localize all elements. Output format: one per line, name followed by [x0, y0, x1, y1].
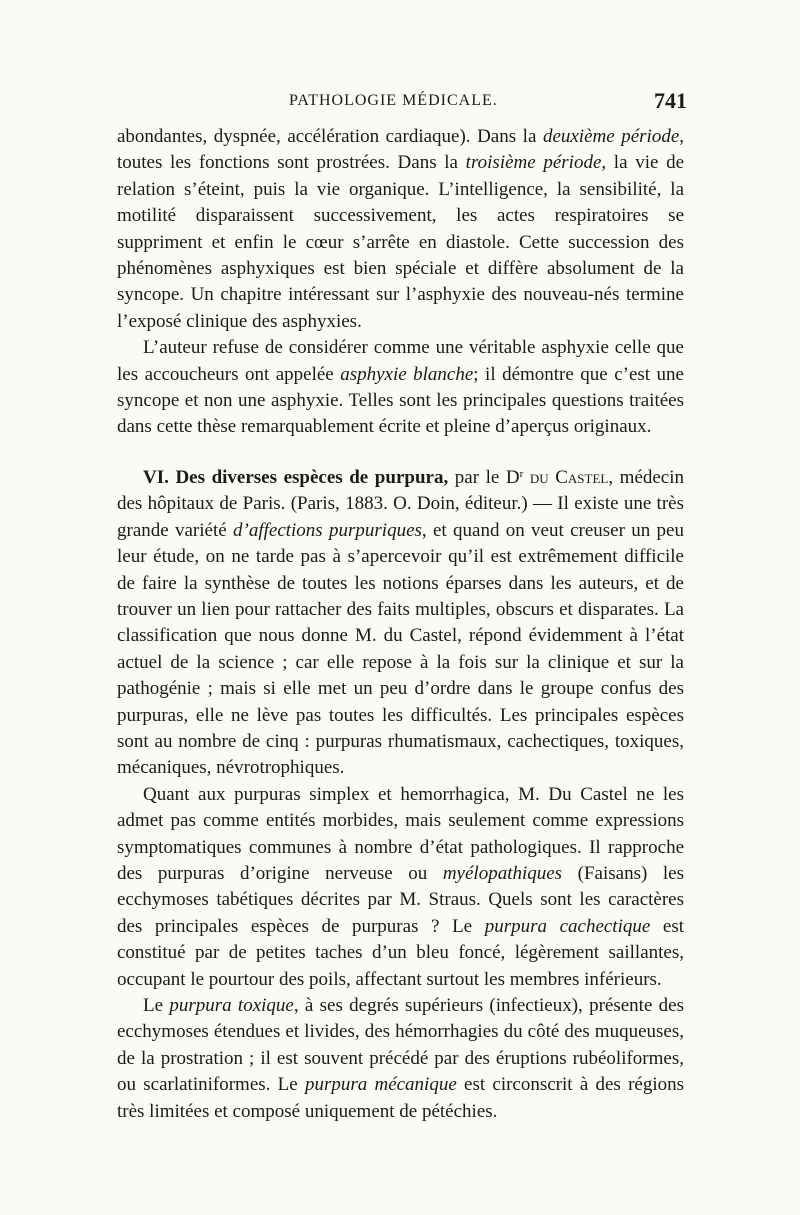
- paragraph-purpura-simplex: Quant aux purpuras simplex et hemorrhagica, M. Du Castel ne les admet pas comme entités morbides, mais seulement comme expressions symptomatiques communes à nombre d’état pathologiques. Il rapproche des purpuras d’origine nerveuse ou myélopathiques (Faisans) les ecchymoses tabétiques décrites par M. Straus. Quels sont les caractères des principales espèces de purpuras ? Le purpura cachectique est constitué par de petites taches d’un bleu foncé, légèrement saillantes, occupant le pourtour des poils, affectant surtout les membres inférieurs.: [117, 783, 685, 990]
- section-title: Des diverses espèces de purpura,: [168, 466, 449, 488]
- section-vi-purpura: VI. Des diverses espèces de purpura, par le $D^r$ du Castel, médecin des hôpitaux de Paris. (Paris, 1883. O. Doin, éditeur.) — Il existe une très grande variété d’affections purpuriques, et quand on veut creuser un peu leur étude, on ne tarde pas à s’apercevoir qu’il est extrêmement difficile de faire la synthèse de toutes les notions éparses dans les auteurs, et de trouver un lien pour rattacher des faits multiples, obscurs et disparates. La classification que nous donne M. du Castel, répond évidemment à l’état actuel de la science ; car elle repose à la fois sur la clinique et sur la pathogénie ; mais si elle met un peu d’ordre dans le groupe confus des purpuras, elle ne lève pas toutes les difficultés. Les principales espèces sont au nombre de cinq : purpuras rhumatismaux, cachectiques, toxiques, mécaniques, névrotrophiques.: [117, 466, 685, 779]
- author-name: du Castel: [523, 466, 609, 488]
- paragraph-asphyxia-periods: abondantes, dyspnée, accélération cardiaque). Dans la deuxième période, toutes les fonctions sont prostrées. Dans la troisième période, la vie de relation s’éteint, puis la vie organique. L’intelligence, la sensibilité, la motilité disparaissent successivement, les actes respiratoires se suppriment et enfin le cœur s’arrête en diastole. Cette succession des phénomènes asphyxiques est bien spéciale et diffère absolument de la syncope. Un chapitre intéressant sur l’asphyxie des nouveau-nés termine l’exposé clinique des asphyxies.: [117, 126, 685, 332]
- running-title: PATHOLOGIE MÉDICALE.: [289, 92, 498, 109]
- page-header: [117, 88, 687, 118]
- paragraph-purpura-toxique: Le purpura toxique, à ses degrés supérieurs (infectieux), présente des ecchymoses étendues et livides, des hémorrhagies du côté des muqueuses, de la prostration ; il est souvent précédé par des éruptions rubéoliformes, ou scarlatiniformes. Le purpura mécanique est circonscrit à des régions très limitées et composé uniquement de pétéchies.: [117, 995, 685, 1122]
- section-number: VI.: [143, 466, 169, 488]
- page-number: 741: [654, 88, 687, 113]
- body-text: [117, 124, 684, 1125]
- paragraph-asphyxie-blanche: L’auteur refuse de considérer comme une véritable asphyxie celle que les accoucheurs ont appelée asphyxie blanche; il démontre que c’est une syncope et non une asphyxie. Telles sont les principales questions traitées dans cette thèse remarquablement écrite et pleine d’aperçus originaux.: [117, 337, 684, 438]
